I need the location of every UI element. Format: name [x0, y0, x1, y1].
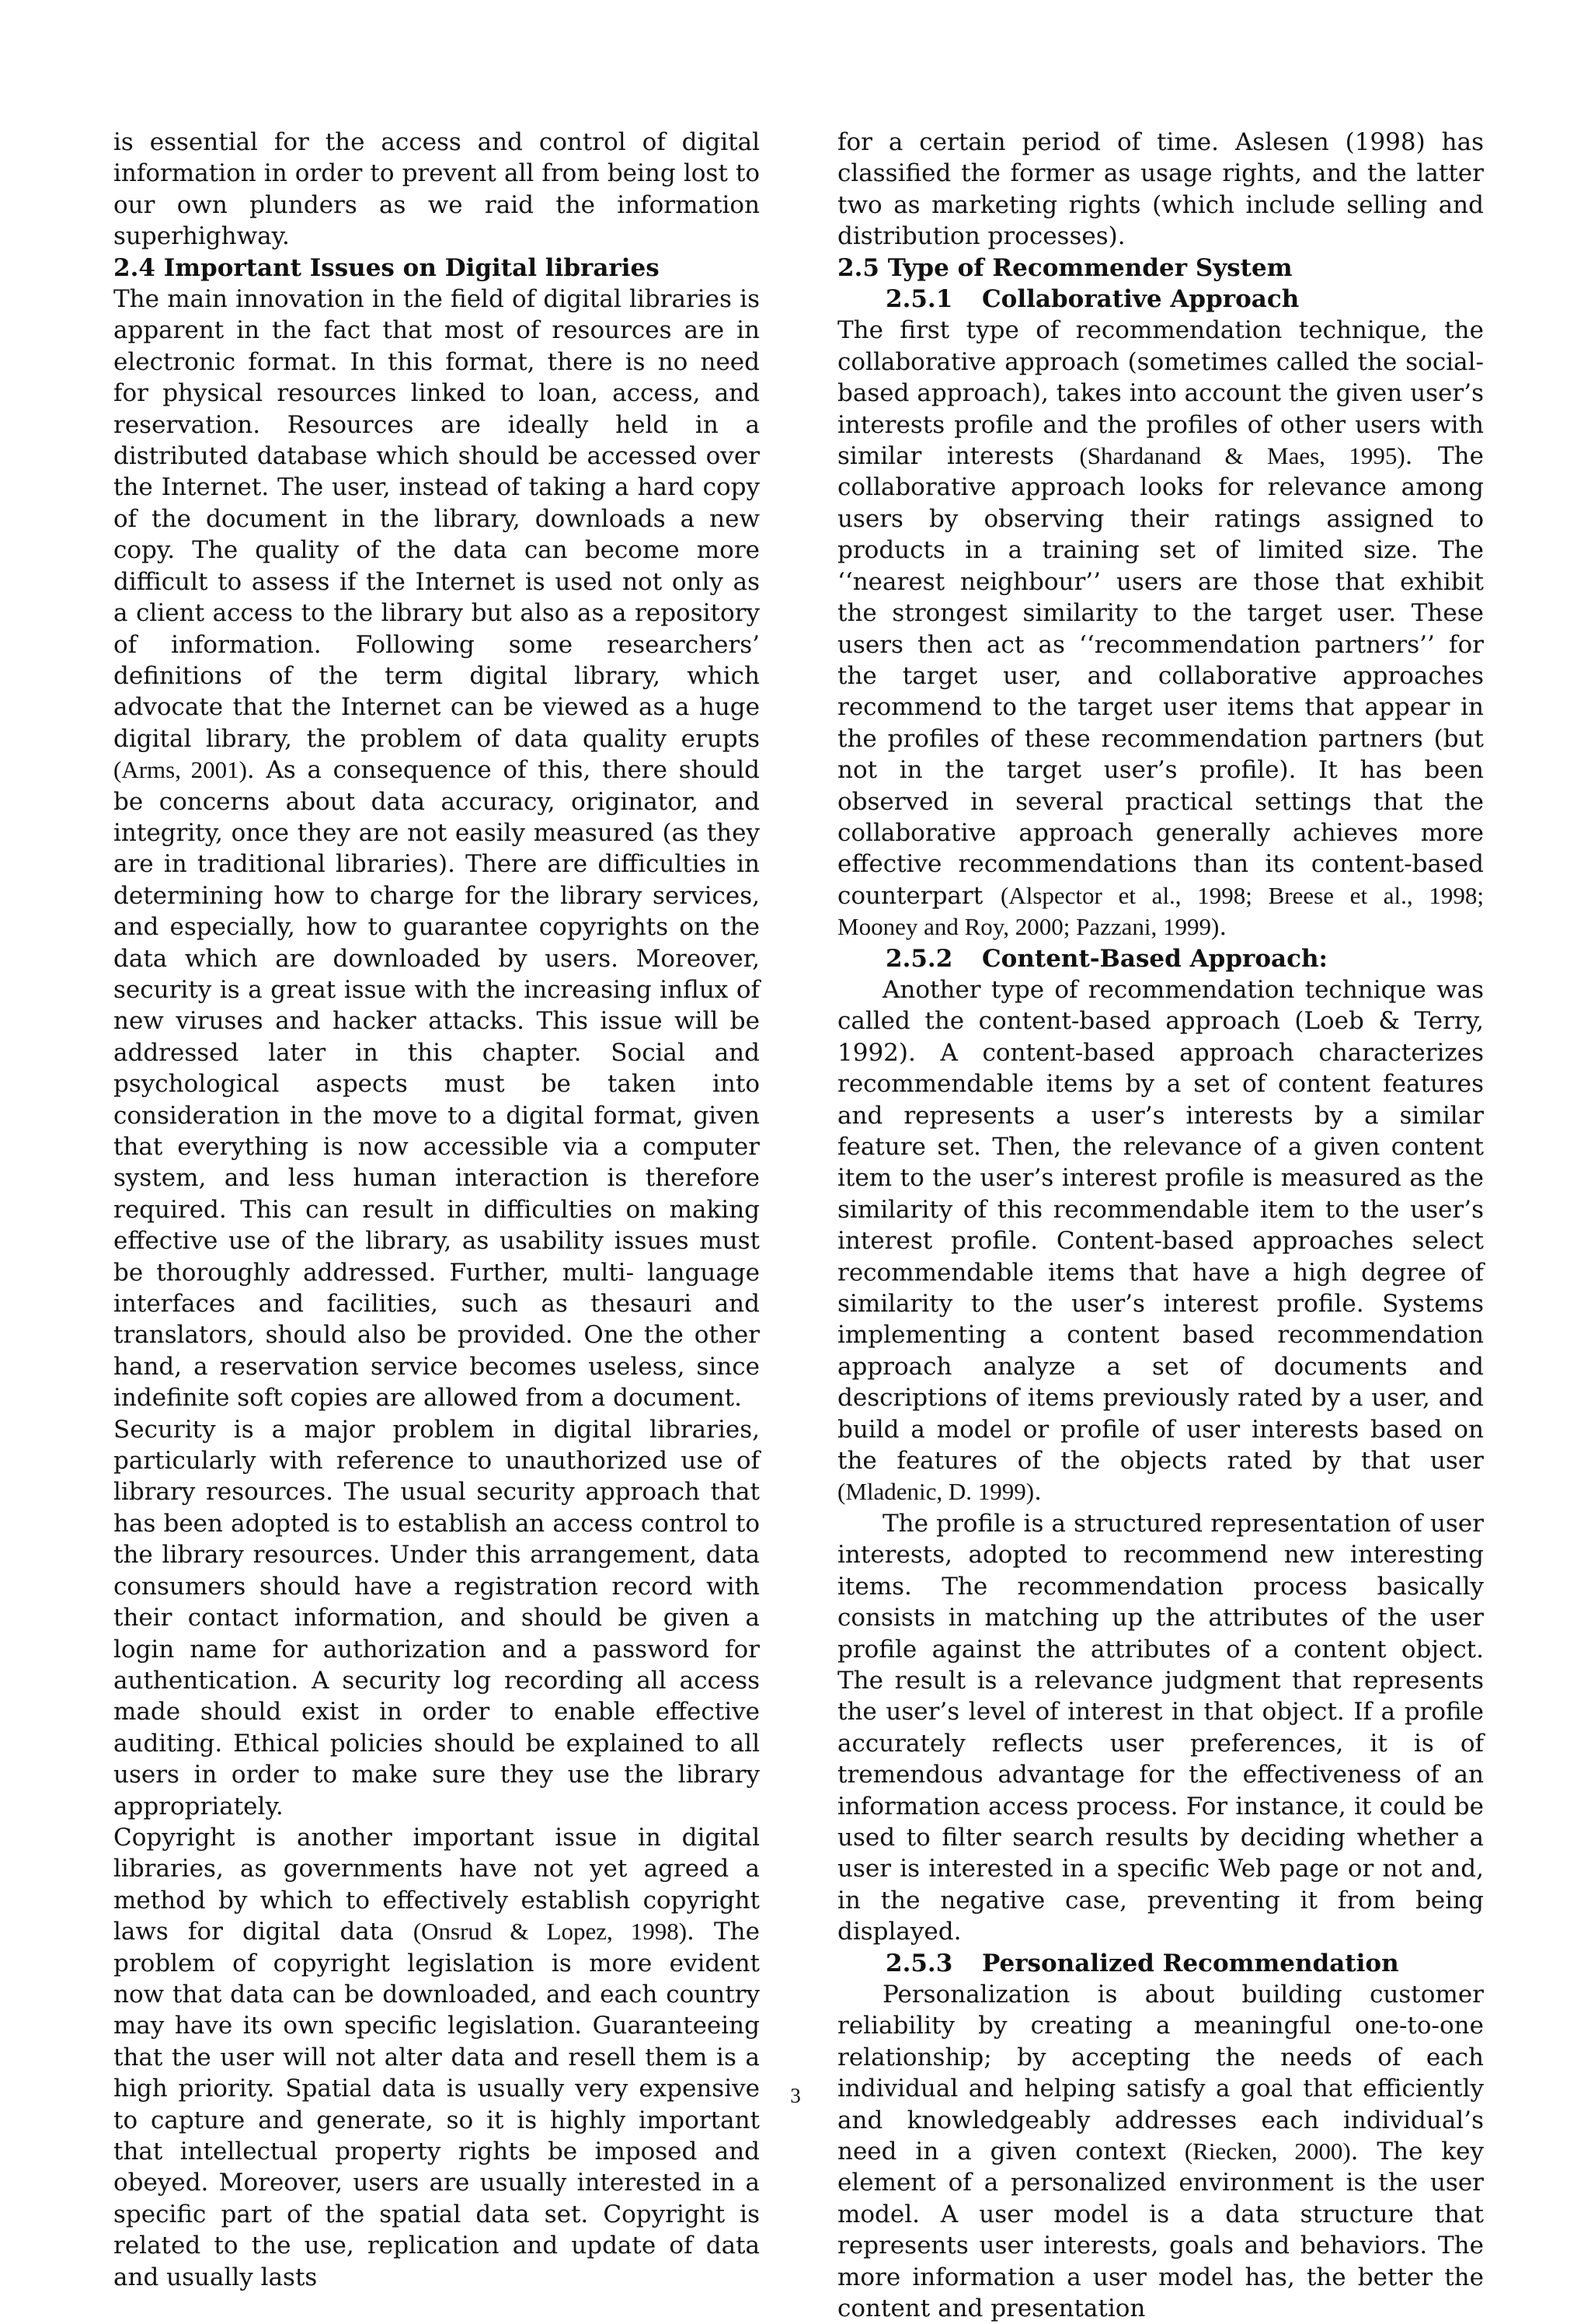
- paragraph-intro: is essential for the access and control of digital information in order to prevent all from being lost to our own plunders as we raid the information superhighway.: [113, 128, 760, 251]
- citation: (Shardanand & Maes, 1995): [1079, 442, 1405, 470]
- citation: (Alspector et al., 1998; Breese et al., 1998; Mooney and Roy, 2000; Pazzani, 1999): [837, 881, 1484, 941]
- citation: (Mladenic, D. 1999): [837, 1478, 1035, 1506]
- subsection-number: 2.5.3: [886, 1949, 953, 1977]
- paragraph-personalized: [837, 1979, 1484, 2324]
- text-run: The main innovation in the field of digital libraries is apparent in the fact that most of resources are in electronic format. In this format, there is no need for physical resources linked to loan, access, and reservation. Resources are ideally held in a distributed database which should be accessed over the Internet. The user, instead of taking a hard copy of the document in the library, downloads a new copy. The quality of the data can become more difficult to assess if the Internet is used not only as a client access to the library but also as a repository of information. Following some researchers’ definitions of the term digital library, which advocate that the Internet can be viewed as a huge digital library, the problem of data quality erupts: [113, 285, 760, 753]
- text-run: .: [1219, 913, 1227, 942]
- section-heading-2-4: 2.4 Important Issues on Digital libraries: [113, 253, 660, 282]
- subsection-number: 2.5.2: [886, 944, 953, 973]
- subsection-number: 2.5.1: [886, 285, 953, 314]
- text-run: Another type of recommendation technique was called the content-based approach (Loeb & Terry, 1992). A content-based approach characterizes recommendable items by a set of content features and represents a user’s interests by a similar feature set. Then, the relevance of a given content item to the user’s interest profile is measured as the similarity of this recommendable item to the user’s interest profile. Content-based approaches select recommendable items that have a high degree of similarity to the user’s interest profile. Systems implementing a content based recommendation approach analyze a set of documents and descriptions of items previously rated by a user, and build a model or profile of user interests based on the features of the objects rated by that user: [837, 975, 1484, 1476]
- text-run: Copyright is another important issue in digital libraries, as governments have not yet agreed a method by which to effectively establish copyright laws for digital data: [113, 1823, 760, 1946]
- citation: (Riecken, 2000): [1184, 2138, 1351, 2165]
- subsection-title: Collaborative Approach: [982, 285, 1300, 314]
- subsection-title: Content-Based Approach:: [982, 944, 1328, 973]
- citation: (Onsrud & Lopez, 1998): [413, 1918, 688, 1946]
- paragraph-collaborative: [837, 315, 1484, 942]
- paragraph-main-innovation: [113, 284, 760, 1414]
- paragraph-copyright: [113, 1822, 760, 2293]
- text-run: Personalization is about building customer reliability by creating a meaningful one-to-one relationship; by accepting the needs of each individual and helping satisfy a goal that efficiently and knowledgeably addresses each individual’s need in a given context: [837, 1980, 1484, 2165]
- paragraph-security: Security is a major problem in digital libraries, particularly with reference to unauthorized use of library resources. The usual security approach that has been adopted is to establish an access control to the library resources. Under this arrangement, data consumers should have a registration record with their contact information, and should be given a login name for authorization and a password for authentication. A security log recording all access made should exist in order to enable effective auditing. Ethical policies should be explained to all users in order to make sure they use the library appropriately.: [113, 1415, 760, 1821]
- subsection-heading-2-5-2: [837, 943, 1484, 974]
- text-run: . The collaborative approach looks for relevance among users by observing their ratings assigned to products in a training set of limited size. The ‘‘nearest neighbour’’ users are those that exhibit the strongest similarity to the target user. These users then act as ‘‘recommendation partners’’ for the target user, and collaborative approaches recommend to the target user items that appear in the profiles of these recommendation partners (but not in the target user’s profile). It has been observed in several practical settings that the collaborative approach generally achieves more effective recommendations than its content-based counterpart: [837, 442, 1484, 910]
- section-heading-2-5: 2.5 Type of Recommender System: [837, 253, 1293, 282]
- page-number: 3: [790, 2084, 801, 2107]
- left-column: [113, 127, 760, 2293]
- right-column: [837, 127, 1484, 2324]
- paragraph-profile: The profile is a structured representation of user interests, adopted to recommend new interesting items. The recommendation process basically consists in matching up the attributes of the user profile against the attributes of a content object. The result is a relevance judgment that represents the user’s level of interest in that object. If a profile accurately reflects user preferences, it is of tremendous advantage for the effectiveness of an information access process. For instance, it could be used to filter search results by deciding whether a user is interested in a specific Web page or not and, in the negative case, preventing it from being displayed.: [837, 1509, 1484, 1946]
- text-run: .: [1034, 1478, 1042, 1507]
- subsection-heading-2-5-3: [837, 1948, 1484, 1979]
- paragraph-continued: for a certain period of time. Aslesen (1998) has classified the former as usage rights, and the latter two as marketing rights (which include selling and distribution processes).: [837, 128, 1484, 251]
- subsection-heading-2-5-1: [837, 284, 1484, 315]
- paragraph-content-based: [837, 974, 1484, 1508]
- subsection-title: Personalized Recommendation: [982, 1949, 1399, 1977]
- text-run: The first type of recommendation technique, the collaborative approach (sometimes called the social-based approach), takes into account the given user’s interests profile and the profiles of other users with similar interests: [837, 316, 1484, 471]
- citation: (Arms, 2001): [113, 756, 247, 784]
- text-run: . The problem of copyright legislation is more evident now that data can be downloaded, and each country may have its own specific legislation. Guaranteeing that the user will not alter data and resell them is a high priority. Spatial data is usually very expensive to capture and generate, so it is highly important that intellectual property rights be imposed and obeyed. Moreover, users are usually interested in a specific part of the spatial data set. Copyright is related to the use, replication and update of data and usually lasts: [113, 1918, 760, 2291]
- text-run: . As a consequence of this, there should be concerns about data accuracy, originator, and integrity, once they are not easily measured (as they are in traditional libraries). There are difficulties in determining how to charge for the library services, and especially, how to guarantee copyrights on the data which are downloaded by users. Moreover, security is a great issue with the increasing influx of new viruses and hacker attacks. This issue will be addressed later in this chapter. Social and psychological aspects must be taken into consideration in the move to a digital format, given that everything is now accessible via a computer system, and less human interaction is therefore required. This can result in difficulties on making effective use of the library, as usability issues must be thoroughly addressed. Further, multi- language interfaces and facilities, such as thesauri and translators, should also be provided. One the other hand, a reservation service becomes useless, since indefinite soft copies are allowed from a document.: [113, 756, 760, 1413]
- text-run: . The key element of a personalized environment is the user model. A user model is a data structure that represents user interests, goals and behaviors. The more information a user model has, the better the content and presentation: [837, 2138, 1484, 2323]
